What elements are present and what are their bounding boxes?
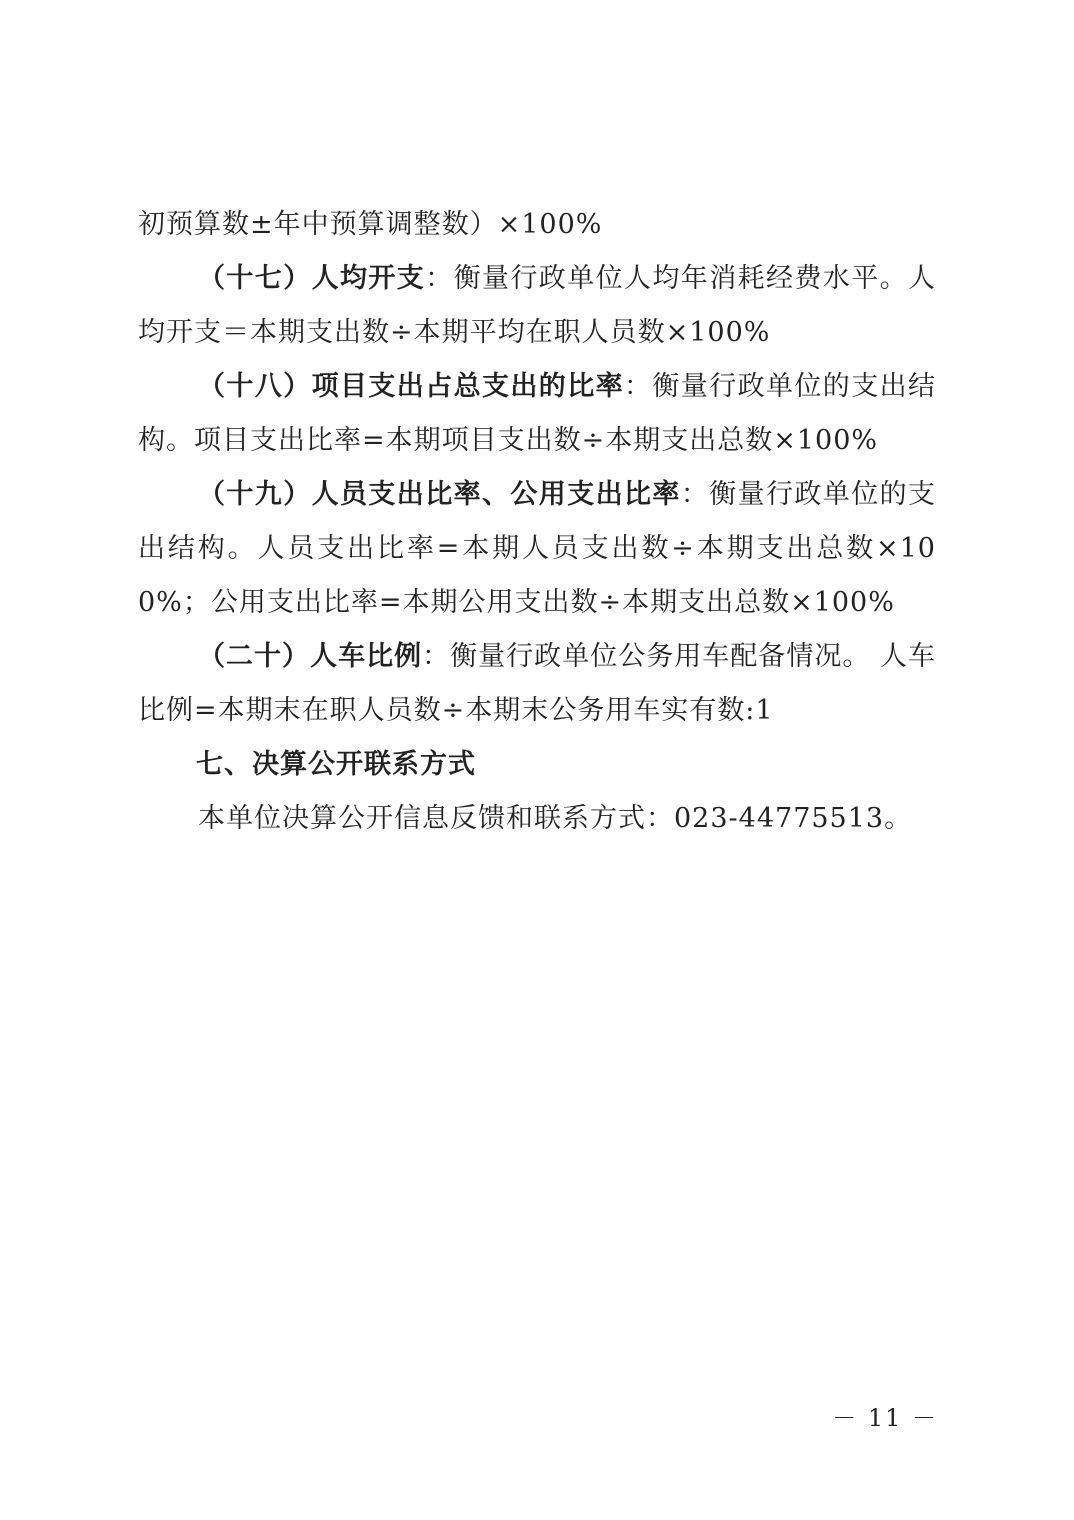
paragraph-text: 初预算数±年中预算调整数）×100% [138, 209, 603, 240]
term-project-expense-ratio: （十八）项目支出占总支出的比率 [198, 371, 624, 402]
paragraph-text: ：衡量行政单位的支出结构。项目支出比率=本期项目支出数÷本期支出总数×100% [138, 371, 936, 456]
page-number: － 11 － [832, 1404, 938, 1432]
document-body [138, 198, 936, 846]
term-personnel-public-ratio: （十九）人员支出比率、公用支出比率 [198, 479, 681, 510]
paragraph-per-capita-expense [138, 252, 936, 360]
paragraph-continuation [138, 198, 936, 252]
paragraph-text: ：衡量行政单位人均年消耗经费水平。人均开支＝本期支出数÷本期平均在职人员数×100% [138, 263, 937, 348]
term-per-capita-expense: （十七）人均开支 [198, 263, 426, 294]
contact-text: 本单位决算公开信息反馈和联系方式：023-44775513。 [198, 803, 913, 834]
paragraph-text: ：衡量行政单位公务用车配备情况。 人车比例=本期末在职人员数÷本期末公务用车实有数:1 [138, 641, 936, 726]
section-heading-contact: 七、决算公开联系方式 [196, 749, 476, 780]
paragraph-contact-info [138, 792, 936, 846]
paragraph-text: ：衡量行政单位的支出结构。人员支出比率=本期人员支出数÷本期支出总数×100%；公用支出比率=本期公用支出数÷本期支出总数×100% [138, 479, 937, 618]
term-person-vehicle-ratio: （二十）人车比例 [198, 641, 423, 672]
paragraph-person-vehicle-ratio [138, 630, 936, 738]
paragraph-personnel-public-ratio [138, 468, 936, 630]
paragraph-project-expense-ratio [138, 360, 936, 468]
